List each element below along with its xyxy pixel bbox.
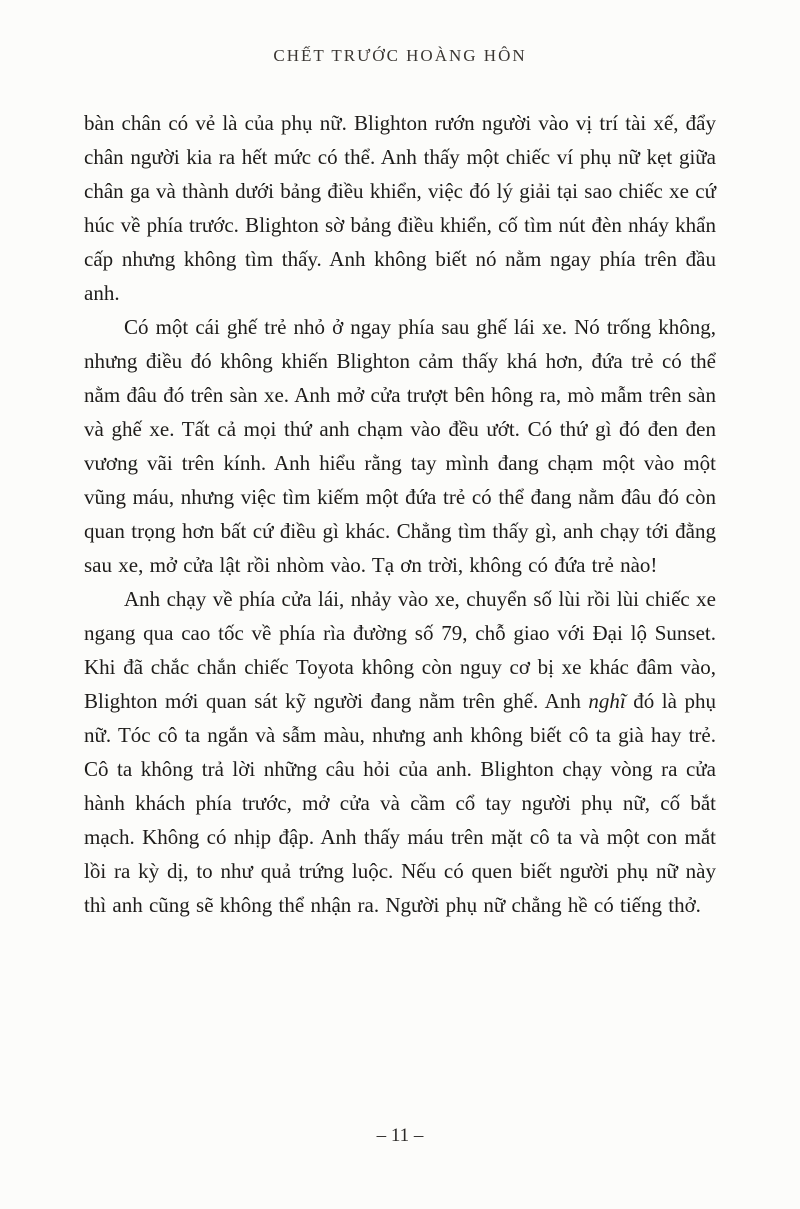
running-header: CHẾT TRƯỚC HOÀNG HÔN [273,46,527,65]
paragraph: bàn chân có vẻ là của phụ nữ. Blighton rướn người vào vị trí tài xế, đẩy chân người kia ra hết mức có thể. Anh thấy một chiếc ví phụ nữ kẹt giữa chân ga và thành dưới bảng điều khiển, việc đó lý giải tại sao chiếc xe cứ húc về phía trước. Blighton sờ bảng điều khiển, cố tìm nút đèn nháy khẩn cấp nhưng không tìm thấy. Anh không biết nó nằm ngay phía trên đầu anh. [84,111,716,305]
paragraph [84,582,716,922]
italic-word: nghĩ [588,689,626,713]
body-text [84,106,716,922]
paragraph-segment: đó là phụ nữ. Tóc cô ta ngắn và sẫm màu, nhưng anh không biết cô ta già hay trẻ. Cô ta không trả lời những câu hỏi của anh. Blighton chạy vòng ra cửa hành khách phía trước, mở cửa và cầm cổ tay người phụ nữ, cố bắt mạch. Không có nhịp đập. Anh thấy máu trên mặt cô ta và một con mắt lồi ra kỳ dị, to như quả trứng luộc. Nếu có quen biết người phụ nữ này thì anh cũng sẽ không thể nhận ra. Người phụ nữ chẳng hề có tiếng thở. [84,689,716,917]
paragraph: Có một cái ghế trẻ nhỏ ở ngay phía sau ghế lái xe. Nó trống không, nhưng điều đó không khiến Blighton cảm thấy khá hơn, đứa trẻ có thể nằm đâu đó trên sàn xe. Anh mở cửa trượt bên hông ra, mò mẫm trên sàn và ghế xe. Tất cả mọi thứ anh chạm vào đều ướt. Có thứ gì đó đen đen vương vãi trên kính. Anh hiểu rằng tay mình đang chạm một vào một vũng máu, nhưng việc tìm kiếm một đứa trẻ có thể đang nằm đâu đó còn quan trọng hơn bất cứ điều gì khác. Chẳng tìm thấy gì, anh chạy tới đằng sau xe, mở cửa lật rồi nhòm vào. Tạ ơn trời, không có đứa trẻ nào! [84,315,716,577]
paragraph-segment: Anh chạy về phía cửa lái, nhảy vào xe, chuyển số lùi rồi lùi chiếc xe ngang qua cao tốc về phía rìa đường số 79, chỗ giao với Đại lộ Sunset. Khi đã chắc chắn chiếc Toyota không còn nguy cơ bị xe khác đâm vào, Blighton mới quan sát kỹ người đang nằm trên ghế. Anh [84,587,716,713]
page-number: – 11 – [376,1125,424,1146]
